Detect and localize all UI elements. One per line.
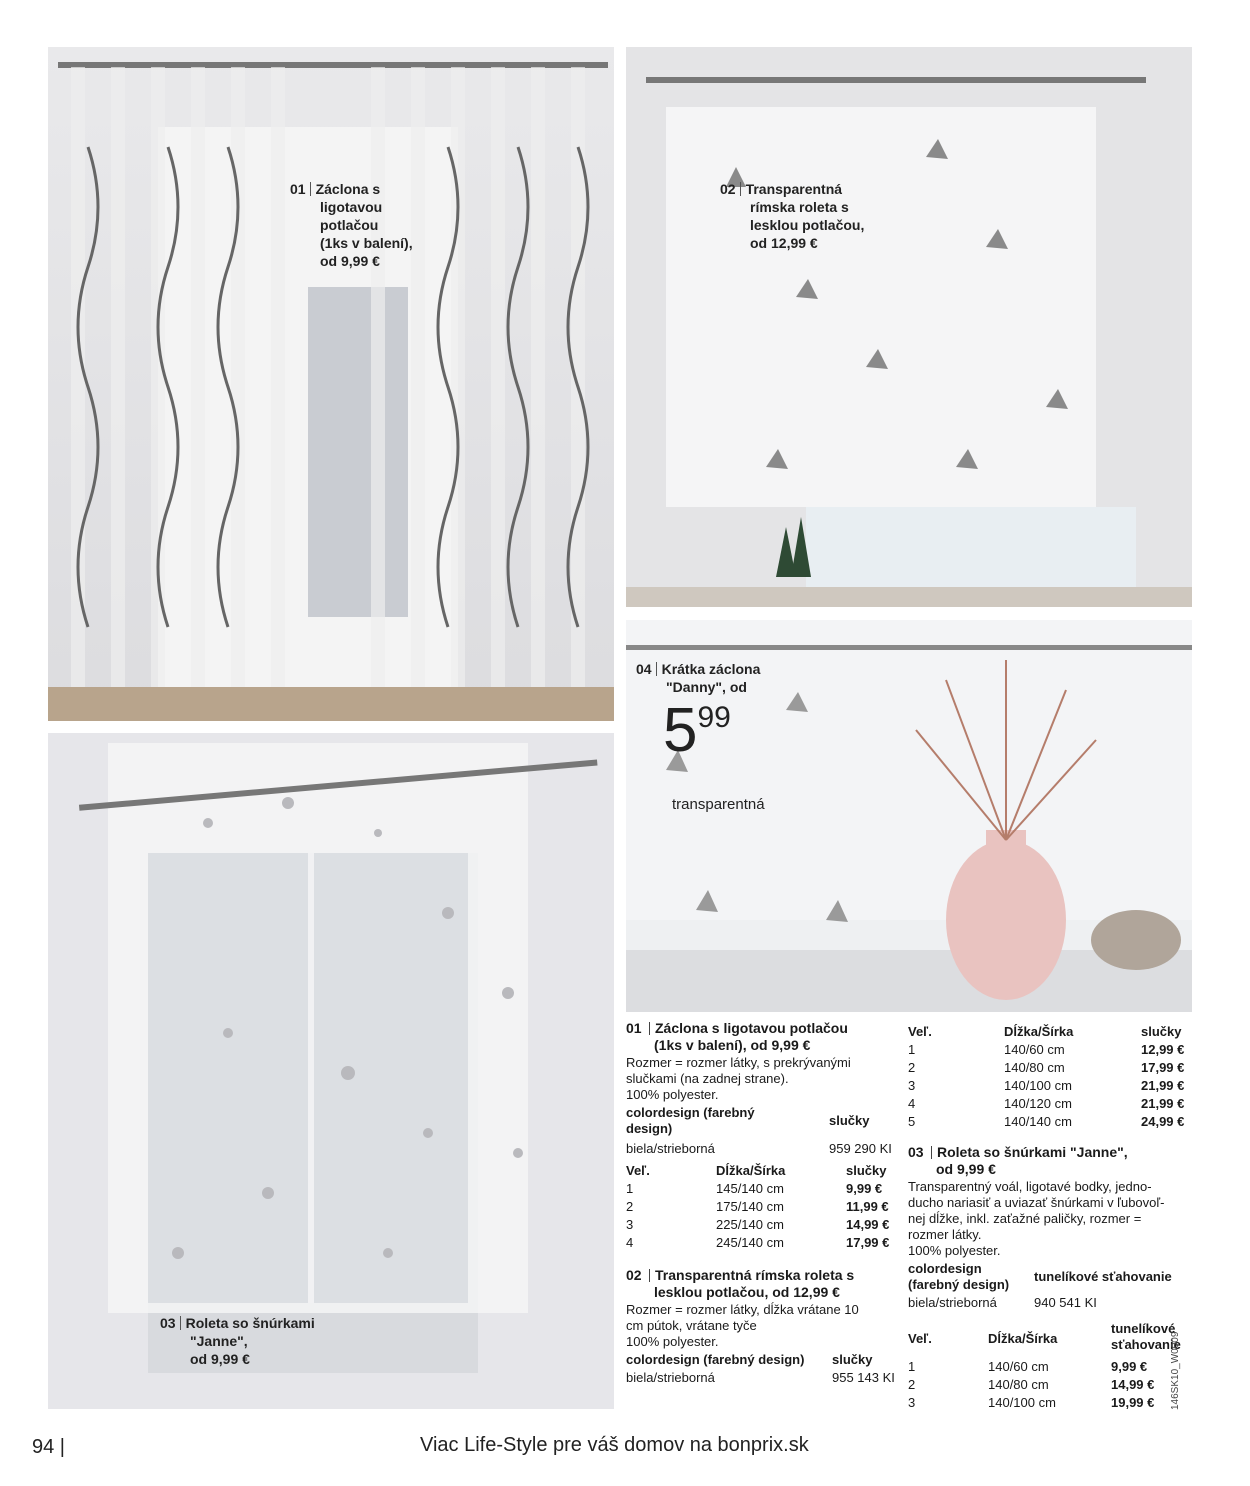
caption-line: Záclona s [315,181,381,197]
size-header: Dĺžka/Šírka [1004,1024,1074,1039]
desc-line: 100% polyester. [908,1243,1001,1258]
size-header: Veľ. [626,1163,650,1178]
size-price: 19,99 € [1111,1395,1155,1410]
caption-line: od 12,99 € [750,235,818,251]
size-number: 4 [908,1096,916,1111]
footer-code: 146SK10_W0009 [1170,1331,1181,1410]
size-price: 14,99 € [846,1217,890,1232]
desc-line: 100% polyester. [626,1334,719,1349]
size-header: Veľ. [908,1024,932,1039]
caption-02 [720,180,864,252]
size-dimensions: 140/120 cm [1004,1096,1072,1111]
desc-line: nej dĺžke, inkl. zaťažné paličky, rozmer = [908,1211,1142,1226]
size-row [908,1114,1198,1132]
footer-tagline: Viac Life-Style pre váš domov na bonprix.sk [420,1434,809,1456]
product-title-2: (1ks v balení), od 9,99 € [654,1037,811,1053]
caption-01 [290,180,413,270]
caption-line: rímska roleta s [750,199,849,215]
color-col-header: slučky [832,1352,873,1367]
photo-curtain-01 [48,47,614,721]
color-name: biela/strieborná [626,1141,715,1156]
color-col-header: slučky [829,1113,870,1128]
caption-line: potlačou [320,217,379,233]
size-header: tunelíkové [1111,1321,1176,1336]
caption-number: 03 [160,1315,176,1331]
color-label-04: transparentná [672,796,765,813]
price-decimal: 99 [697,701,731,734]
size-number: 3 [626,1217,634,1232]
size-dimensions: 140/80 cm [988,1377,1049,1392]
caption-line: Roleta so šnúrkami [185,1315,315,1331]
product-title-2: od 9,99 € [936,1161,996,1177]
size-price: 21,99 € [1141,1078,1185,1093]
size-dimensions: 140/60 cm [1004,1042,1065,1057]
product-01-details [626,1020,896,1388]
caption-line: lesklou potlačou, [750,217,865,233]
product-number: 02 [626,1267,642,1283]
size-header: sťahovanie [1111,1337,1181,1352]
color-col-header: tunelíkové sťahovanie [1034,1269,1172,1284]
color-header: (farebný design) [908,1277,1010,1292]
caption-04 [636,660,760,696]
size-price: 17,99 € [846,1235,890,1250]
size-row [908,1078,1198,1096]
size-price: 9,99 € [846,1181,883,1196]
product-title: Záclona s ligotavou potlačou [655,1020,848,1036]
size-row [908,1377,1208,1395]
desc-line: rozmer látky. [908,1227,982,1242]
product-title-2: lesklou potlačou, od 12,99 € [654,1284,840,1300]
size-row [908,1359,1208,1377]
size-number: 2 [626,1199,634,1214]
size-dimensions: 140/80 cm [1004,1060,1065,1075]
caption-number: 01 [290,181,306,197]
caption-03 [160,1314,315,1368]
size-dimensions: 140/100 cm [988,1395,1056,1410]
size-row [908,1042,1198,1060]
desc-line: 100% polyester. [626,1087,719,1102]
size-row [908,1060,1198,1078]
size-price: 11,99 € [846,1199,889,1214]
size-row [908,1395,1208,1413]
caption-line: Transparentná [745,181,843,197]
desc-line: Rozmer = rozmer látky, s prekrývanými [626,1055,851,1070]
photo-roman-blind-02 [626,47,1192,607]
size-dimensions: 175/140 cm [716,1199,784,1214]
caption-number: 04 [636,661,652,677]
desc-line: slučkami (na zadnej strane). [626,1071,789,1086]
size-number: 2 [908,1060,916,1075]
size-price: 14,99 € [1111,1377,1155,1392]
desc-line: Rozmer = rozmer látky, dĺžka vrátane 10 [626,1302,859,1317]
size-number: 1 [908,1042,916,1057]
product-number: 01 [626,1020,642,1036]
size-number: 1 [626,1181,634,1196]
size-header: slučky [846,1163,887,1178]
size-row [626,1217,896,1235]
caption-line: "Danny", od [666,679,747,695]
price-integer: 5 [663,696,698,765]
caption-line: (1ks v balení), [320,235,413,251]
size-number: 4 [626,1235,634,1250]
size-price: 9,99 € [1111,1359,1148,1374]
color-header: colordesign [908,1261,982,1276]
size-dimensions: 245/140 cm [716,1235,784,1250]
color-header: colordesign (farebný design) [626,1352,805,1367]
size-dimensions: 140/140 cm [1004,1114,1072,1129]
caption-line: "Janne", [190,1333,248,1349]
color-code: 940 541 KI [1034,1295,1097,1310]
color-header: design) [626,1121,673,1136]
product-03-details [908,1144,1208,1413]
size-price: 24,99 € [1141,1114,1185,1129]
size-header: Dĺžka/Šírka [988,1331,1058,1346]
product-title: Transparentná rímska roleta s [655,1267,855,1283]
desc-line: Transparentný voál, ligotavé bodky, jedno- [908,1179,1152,1194]
size-dimensions: 145/140 cm [716,1181,784,1196]
caption-number: 02 [720,181,736,197]
caption-line: Krátka záclona [661,661,761,677]
photo-roller-blind-03 [48,733,614,1409]
size-number: 3 [908,1078,916,1093]
color-code: 955 143 KI [832,1370,895,1385]
product-02-sizes [908,1024,1198,1132]
page-number: 94 | [32,1436,66,1458]
size-header: Veľ. [908,1331,932,1346]
size-row [626,1235,896,1253]
size-number: 2 [908,1377,916,1392]
caption-line: ligotavou [320,199,383,215]
size-row [626,1199,896,1217]
size-row [626,1181,896,1199]
product-number: 03 [908,1144,924,1160]
price-04 [663,696,731,765]
size-number: 3 [908,1395,916,1410]
color-header: colordesign (farebný [626,1105,755,1120]
color-code: 959 290 KI [829,1141,892,1156]
size-row [908,1096,1198,1114]
caption-line: od 9,99 € [320,253,380,269]
desc-line: cm pútok, vrátane tyče [626,1318,757,1333]
size-dimensions: 225/140 cm [716,1217,784,1232]
size-dimensions: 140/60 cm [988,1359,1049,1374]
size-number: 1 [908,1359,916,1374]
caption-line: od 9,99 € [190,1351,250,1367]
color-name: biela/strieborná [626,1370,715,1385]
size-header: Dĺžka/Šírka [716,1163,786,1178]
size-dimensions: 140/100 cm [1004,1078,1072,1093]
size-header: slučky [1141,1024,1182,1039]
product-title: Roleta so šnúrkami "Janne", [937,1144,1128,1160]
size-price: 17,99 € [1141,1060,1185,1075]
color-name: biela/strieborná [908,1295,997,1310]
size-price: 21,99 € [1141,1096,1185,1111]
desc-line: ducho nariasiť a uviazať šnúrkami v ľubovoľ- [908,1195,1165,1210]
size-price: 12,99 € [1141,1042,1185,1057]
size-number: 5 [908,1114,916,1129]
